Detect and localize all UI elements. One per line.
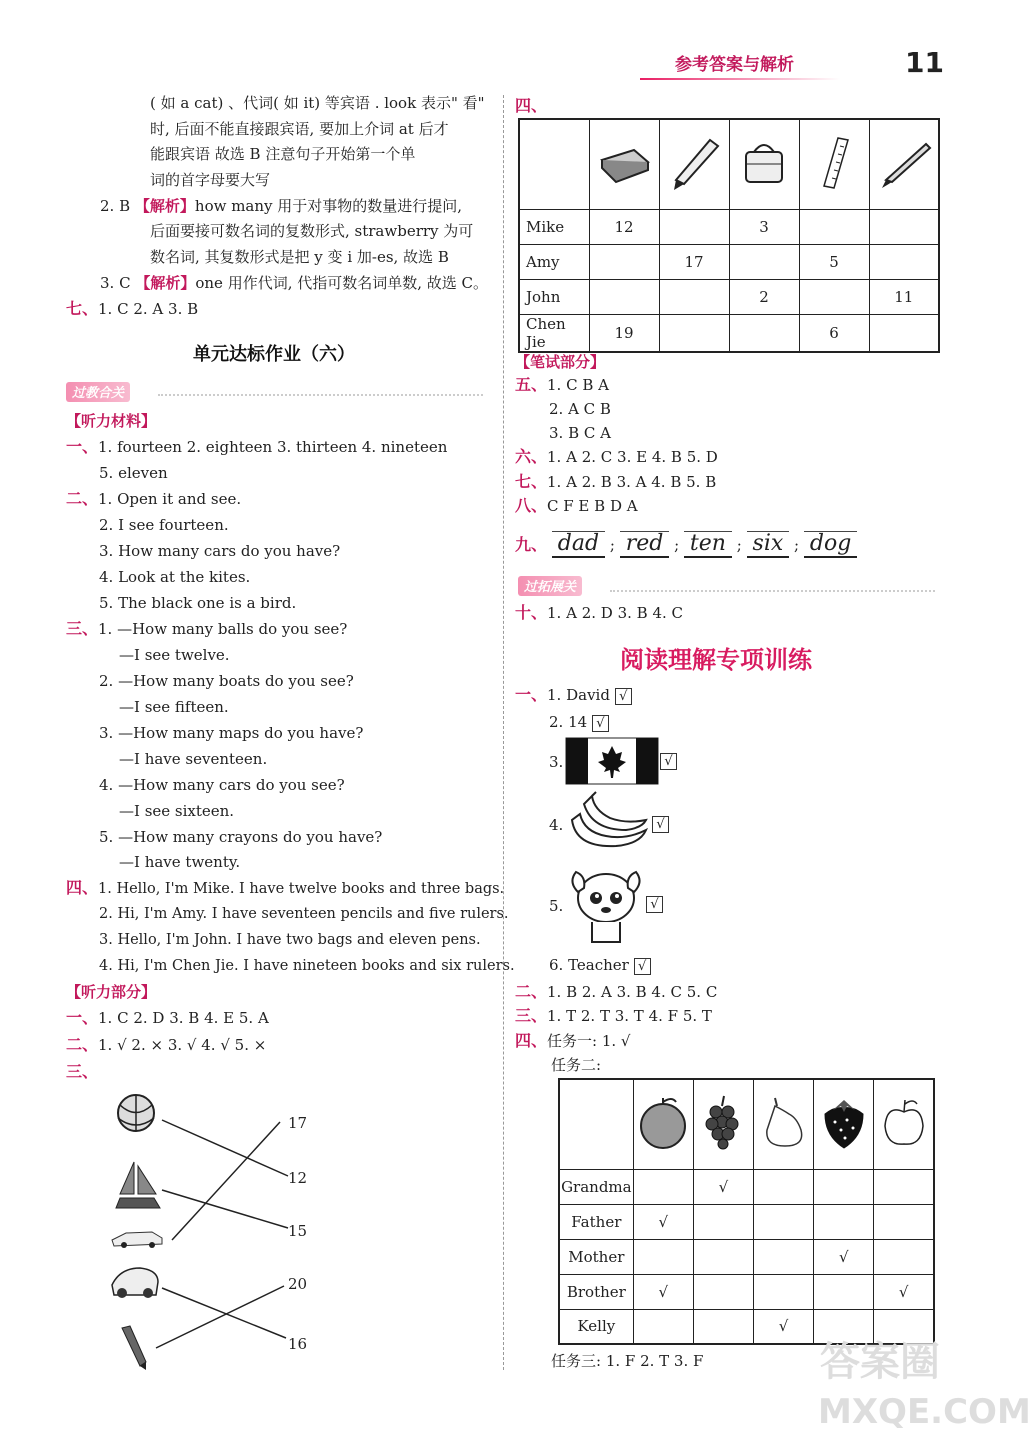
table-cell: 19 — [589, 314, 659, 352]
section-text: 1. C 2. A 3. B — [98, 300, 199, 318]
table-cell: √ — [814, 1239, 874, 1274]
section-4-line: 4. Hi, I'm Chen Jie. I have nineteen books and six rulers. — [99, 958, 515, 974]
section-text: 1. A 2. C 3. E 4. B 5. D — [547, 448, 718, 466]
table-cell — [589, 244, 659, 279]
section-label: 三、 — [66, 1062, 99, 1081]
analysis-tag: 【解析】 — [134, 197, 195, 215]
section-label: 三、 — [66, 619, 99, 638]
table-cell: 2 — [729, 279, 799, 314]
page-number: 11 — [905, 46, 944, 79]
table-cell — [869, 209, 939, 244]
listening-part-heading: 【听力部分】 — [66, 983, 157, 1001]
section-text: 1. T 2. T 3. T 4. F 5. T — [547, 1007, 712, 1025]
q2-line: 数名词, 其复数形式是把 y 变 i 加-es, 故选 B — [150, 248, 449, 266]
section-label: 二、 — [66, 1035, 99, 1054]
checkbox-checked: √ — [660, 753, 677, 770]
section-text: 1. √ 2. × 3. √ 4. √ 5. × — [98, 1036, 267, 1054]
car-icon — [112, 1232, 162, 1248]
table-header-cell — [589, 119, 659, 209]
handwritten-word: dad — [552, 531, 605, 558]
table-cell — [814, 1274, 874, 1309]
table-cell — [729, 244, 799, 279]
section-text: 1. fourteen 2. eighteen 3. thirteen 4. nineteen — [98, 438, 448, 456]
section-label: 六、 — [515, 447, 548, 466]
fruit-table — [558, 1078, 935, 1345]
dotted-rule — [610, 590, 935, 592]
table-cell: 12 — [589, 209, 659, 244]
table-cell — [799, 209, 869, 244]
reading-2 — [515, 982, 717, 1002]
handwritten-word: dog — [804, 531, 857, 558]
section-text: 1. Open it and see. — [98, 490, 242, 508]
written-7 — [515, 472, 716, 492]
match-line — [162, 1190, 288, 1228]
match-number: 17 — [288, 1114, 308, 1132]
item-text: 5. — [549, 897, 564, 915]
item-text: 1. David — [547, 686, 610, 704]
table-cell — [633, 1239, 693, 1274]
table-cell — [754, 1274, 814, 1309]
section-label: 四、 — [515, 96, 548, 115]
banner-basic: 过教合关 — [66, 382, 130, 402]
section-1 — [66, 437, 447, 457]
match-line — [172, 1122, 280, 1240]
table-cell — [874, 1204, 934, 1239]
table-cell — [814, 1169, 874, 1204]
crayon-icon — [122, 1326, 146, 1370]
section-label: 一、 — [515, 685, 548, 704]
reading-1-item — [549, 752, 563, 772]
table-cell — [754, 1239, 814, 1274]
dialog-line: —I see twelve. — [119, 646, 230, 664]
task-2-label: 任务二: — [551, 1056, 602, 1074]
table-cell — [693, 1239, 753, 1274]
row-name: Mother — [559, 1239, 633, 1274]
listening-material-heading: 【听力材料】 — [66, 412, 157, 430]
table-row — [559, 1274, 934, 1309]
q3-text: one 用作代词, 代指可数名词单数, 故选 C。 — [195, 274, 489, 292]
checkbox-checked: √ — [592, 715, 609, 732]
table-cell — [814, 1204, 874, 1239]
section-label: 三、 — [515, 1006, 548, 1025]
q3-num: 3. C — [100, 274, 131, 292]
item-text: 6. Teacher — [549, 956, 629, 974]
table-cell: 17 — [659, 244, 729, 279]
section-2-line: 5. The black one is a bird. — [99, 594, 297, 612]
row-name: Father — [559, 1204, 633, 1239]
table-cell — [754, 1169, 814, 1204]
header-underline — [640, 78, 840, 80]
dialog-line: 3. —How many maps do you have? — [99, 724, 364, 742]
table-row — [559, 1204, 934, 1239]
table-corner — [559, 1079, 633, 1169]
explanation-line: ( 如 a cat) 、代词( 如 it) 等宾语 . look 表示" 看" — [150, 94, 485, 112]
task-text: 任务一: 1. √ — [547, 1032, 631, 1050]
section-label: 二、 — [66, 489, 99, 508]
boat-icon — [116, 1162, 160, 1208]
handwritten-word: six — [747, 531, 790, 558]
section-label: 五、 — [515, 375, 548, 394]
section-4-line: 2. Hi, I'm Amy. I have seventeen pencils and five rulers. — [99, 906, 509, 922]
section-2-line: 4. Look at the kites. — [99, 568, 251, 586]
dialog-line: 2. —How many boats do you see? — [99, 672, 354, 690]
item-text: 2. 14 — [549, 713, 588, 731]
section-4-line: 3. Hello, I'm John. I have two bags and eleven pens. — [99, 932, 481, 948]
analysis-tag: 【解析】 — [135, 274, 196, 292]
section-text: 1. A 2. B 3. A 4. B 5. B — [547, 473, 717, 491]
table-cell — [869, 314, 939, 352]
table-cell — [659, 209, 729, 244]
table-header-cell — [693, 1079, 753, 1169]
match-number: 20 — [288, 1275, 308, 1293]
dialog-line: —I see sixteen. — [119, 802, 235, 820]
checkbox-checked: √ — [646, 896, 663, 913]
table-header-cell — [799, 119, 869, 209]
canada-flag-icon — [566, 738, 658, 784]
table-row — [559, 1169, 934, 1204]
section-3 — [66, 619, 347, 639]
written-5 — [515, 375, 609, 395]
table-corner — [519, 119, 589, 209]
section-label: 七、 — [66, 299, 99, 318]
section-1-line: 5. eleven — [99, 464, 168, 482]
section-label: 八、 — [515, 496, 548, 515]
table-row — [559, 1239, 934, 1274]
pencil-icon — [664, 132, 724, 192]
section-text: 1. A 2. D 3. B 4. C — [547, 604, 683, 622]
grapes-icon — [696, 1092, 750, 1152]
column-divider — [503, 95, 504, 1370]
answer-1 — [66, 1008, 269, 1028]
reading-4 — [515, 1031, 630, 1051]
written-part-heading: 【笔试部分】 — [515, 353, 606, 371]
answer-2 — [66, 1035, 266, 1055]
q2-answer — [100, 196, 462, 216]
written-5-line: 3. B C A — [549, 424, 611, 442]
watermark-url: MXQE.COM — [818, 1392, 1031, 1432]
table-header-cell — [729, 119, 799, 209]
items-table — [518, 118, 940, 353]
table-header-cell — [754, 1079, 814, 1169]
bag-icon — [734, 132, 794, 192]
table-cell: 3 — [729, 209, 799, 244]
checkbox-checked: √ — [634, 958, 651, 975]
written-9: 九、 dad ; red ; ten ; six ; dog — [515, 530, 857, 560]
table-row — [519, 314, 939, 352]
section-text: 1. C 2. D 3. B 4. E 5. A — [98, 1009, 269, 1027]
orange-icon — [636, 1092, 690, 1152]
section-label: 九、 — [515, 535, 548, 554]
table-cell — [693, 1309, 753, 1344]
reading-1-item — [549, 815, 563, 835]
table-cell — [874, 1239, 934, 1274]
table-cell: 11 — [869, 279, 939, 314]
table-cell — [633, 1169, 693, 1204]
match-number: 12 — [288, 1169, 308, 1187]
table-row — [519, 209, 939, 244]
ruler-icon — [804, 132, 864, 192]
row-name: Chen Jie — [519, 314, 589, 352]
strawberry-icon — [817, 1092, 871, 1152]
table-cell — [633, 1309, 693, 1344]
row-name: Kelly — [559, 1309, 633, 1344]
table-header-cell — [633, 1079, 693, 1169]
reading-1-item — [549, 896, 563, 916]
dialog-line: —I see fifteen. — [119, 698, 229, 716]
table-cell — [729, 314, 799, 352]
checkbox-checked: √ — [615, 688, 632, 705]
table-cell: √ — [633, 1274, 693, 1309]
dialog-line: 4. —How many cars do you see? — [99, 776, 345, 794]
explanation-line: 时, 后面不能直接跟宾语, 要加上介词 at 后才 — [150, 120, 449, 138]
row-name: John — [519, 279, 589, 314]
match-line — [156, 1286, 284, 1348]
table-cell: 6 — [799, 314, 869, 352]
dotted-rule — [158, 394, 483, 396]
item-text: 3. — [549, 753, 564, 771]
section-text: 1. Hello, I'm Mike. I have twelve books and three bags. — [98, 881, 505, 897]
watermark-logo: 答案圈 — [820, 1339, 940, 1385]
reading-1-item — [549, 712, 609, 732]
table-header-cell — [659, 119, 729, 209]
dog-icon — [566, 862, 646, 948]
table-cell — [659, 279, 729, 314]
toy-car-icon — [112, 1268, 158, 1298]
item-text: 4. — [549, 816, 564, 834]
explanation-line: 能跟宾语 故选 B 注意句子开始第一个单 — [150, 145, 416, 163]
unit-title: 单元达标作业（六） — [193, 344, 355, 365]
section-label: 四、 — [515, 1031, 548, 1050]
section-2 — [66, 489, 241, 509]
table-header-cell — [874, 1079, 934, 1169]
reading-1-item — [549, 955, 651, 975]
written-6 — [515, 447, 718, 467]
dialog-line: —I have twenty. — [119, 853, 241, 871]
q2-num: 2. B — [100, 197, 131, 215]
written-5-line: 2. A C B — [549, 400, 611, 418]
banner-extension: 过拓展关 — [518, 576, 582, 596]
row-name: Grandma — [559, 1169, 633, 1204]
ball-icon — [118, 1095, 154, 1131]
match-number: 15 — [288, 1222, 308, 1240]
task-3: 任务三: 1. F 2. T 3. F — [551, 1352, 704, 1370]
section-text: 1. B 2. A 3. B 4. C 5. C — [547, 983, 718, 1001]
table-cell: √ — [693, 1169, 753, 1204]
table-header-row — [559, 1079, 934, 1169]
section-text: C F E B D A — [547, 497, 638, 515]
table-cell — [869, 244, 939, 279]
table-cell — [754, 1204, 814, 1239]
section-7 — [66, 299, 198, 319]
table-cell — [799, 279, 869, 314]
table-cell — [693, 1204, 753, 1239]
table-cell: 5 — [799, 244, 869, 279]
q2-line: 后面要接可数名词的复数形式, strawberry 为可 — [150, 222, 474, 240]
written-8 — [515, 496, 638, 516]
match-line — [162, 1120, 288, 1176]
written-10 — [515, 603, 683, 623]
section-label: 七、 — [515, 472, 548, 491]
table-header-cell — [814, 1079, 874, 1169]
table-cell — [874, 1169, 934, 1204]
table-row — [519, 244, 939, 279]
table-header-cell — [869, 119, 939, 209]
table-cell: √ — [874, 1274, 934, 1309]
reading-title: 阅读理解专项训练 — [620, 646, 812, 674]
answer-3 — [66, 1062, 98, 1082]
row-name: Mike — [519, 209, 589, 244]
section-4 — [66, 878, 504, 899]
match-line — [162, 1288, 286, 1338]
book-icon — [594, 132, 654, 192]
section-text: 1. —How many balls do you see? — [98, 620, 348, 638]
q3-answer — [100, 273, 488, 293]
header-title: 参考答案与解析 — [675, 55, 794, 75]
match-number: 16 — [288, 1335, 308, 1353]
table-cell: √ — [633, 1204, 693, 1239]
handwritten-word: ten — [684, 531, 732, 558]
table-cell: √ — [754, 1309, 814, 1344]
reading-1-item — [515, 685, 632, 705]
table-row — [519, 279, 939, 314]
pear-icon — [757, 1092, 811, 1152]
section-label: 一、 — [66, 437, 99, 456]
section-label: 一、 — [66, 1008, 99, 1027]
row-name: Brother — [559, 1274, 633, 1309]
banana-icon — [566, 790, 650, 852]
dialog-line: —I have seventeen. — [119, 750, 268, 768]
reading-3 — [515, 1006, 712, 1026]
apple-icon — [877, 1092, 931, 1152]
table-cell — [693, 1274, 753, 1309]
table-header-row — [519, 119, 939, 209]
handwritten-word: red — [620, 531, 670, 558]
section-label: 四、 — [66, 878, 99, 897]
pen-icon — [874, 132, 934, 192]
section-text: 1. C B A — [547, 376, 609, 394]
dialog-line: 5. —How many crayons do you have? — [99, 828, 383, 846]
table-cell — [659, 314, 729, 352]
section-label: 十、 — [515, 603, 548, 622]
table-cell — [589, 279, 659, 314]
explanation-line: 词的首字母要大写 — [150, 171, 271, 189]
checkbox-checked: √ — [652, 816, 669, 833]
section-label: 二、 — [515, 982, 548, 1001]
section-2-line: 2. I see fourteen. — [99, 516, 229, 534]
section-2-line: 3. How many cars do you have? — [99, 542, 341, 560]
row-name: Amy — [519, 244, 589, 279]
q2-line: how many 用于对事物的数量进行提问, — [194, 197, 463, 215]
